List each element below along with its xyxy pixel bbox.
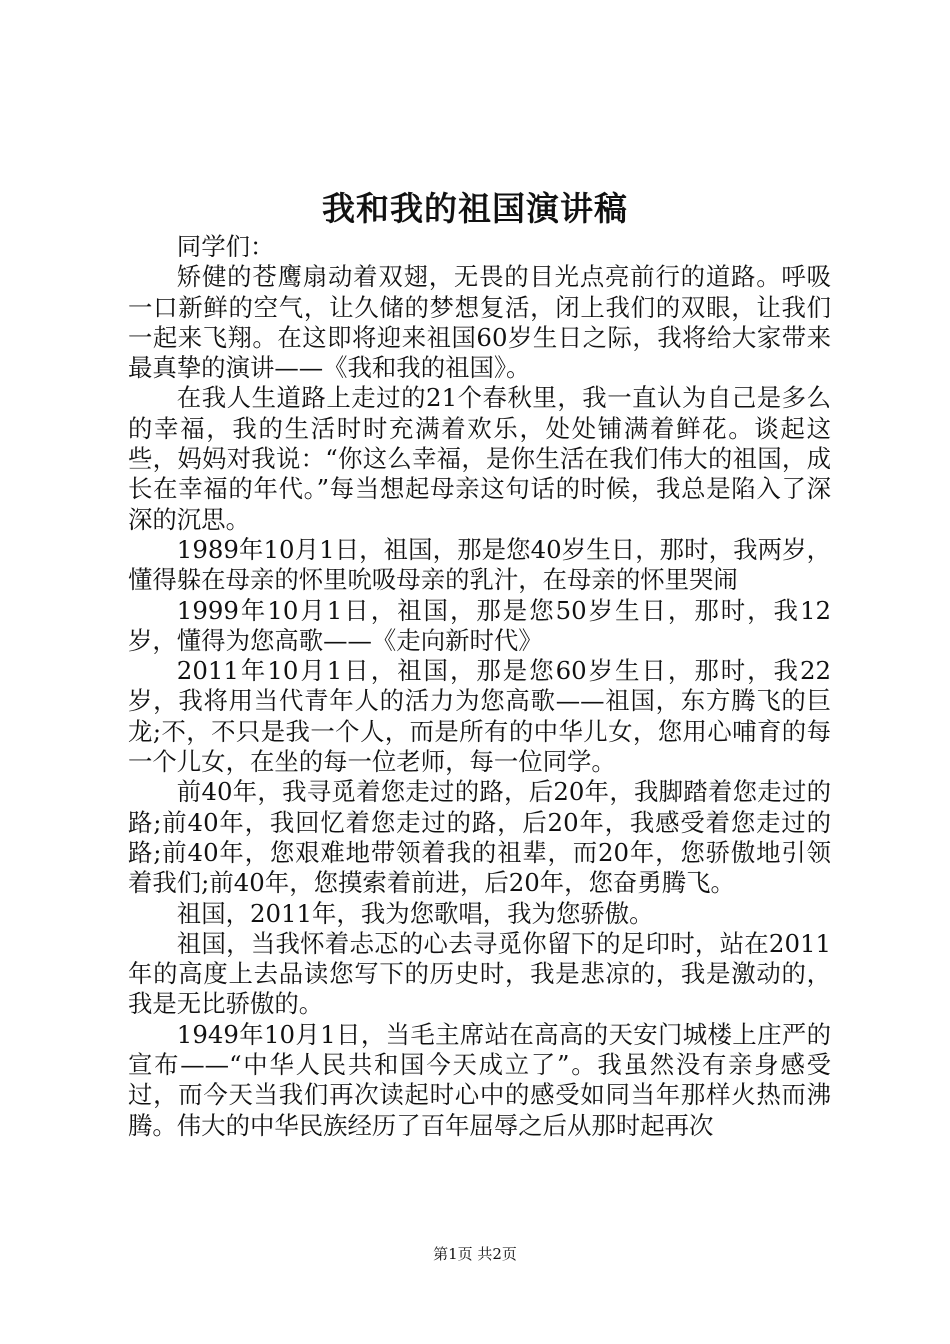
document-body <box>128 232 831 1141</box>
page-footer: 第1页 共2页 <box>433 1245 517 1263</box>
salutation: 同学们： <box>176 232 275 261</box>
paragraph: 前40年，我寻觅着您走过的路，后20年，我脚踏着您走过的路;前40年，我回忆着您走过的路，后20年，我感受着您走过的路;前40年，您艰难地带领着我的祖辈，而20年，您骄傲地引领着我们;前40年，您摸索着前进，后20年，您奋勇腾飞。 <box>128 777 831 898</box>
paragraph: 在我人生道路上走过的21个春秋里，我一直认为自己是多么的幸福，我的生活时时充满着欢乐，处处铺满着鲜花。谈起这些，妈妈对我说：“你这么幸福，是你生活在我们伟大的祖国，成长在幸福的年代。”每当想起母亲这句话的时候，我总是陷入了深深的沉思。 <box>128 383 831 534</box>
paragraph: 2011年10月1日，祖国，那是您60岁生日，那时，我22岁，我将用当代青年人的活力为您高歌——祖国，东方腾飞的巨龙;不，不只是我一个人，而是所有的中华儿女，您用心哺育的每一个儿女，在坐的每一位老师，每一位同学。 <box>128 656 831 777</box>
paragraph: 祖国，2011年，我为您歌唱，我为您骄傲。 <box>176 898 654 928</box>
paragraph: 1999年10月1日，祖国，那是您50岁生日，那时，我12岁，懂得为您高歌——《走向新时代》 <box>128 595 831 655</box>
paragraph: 矫健的苍鹰扇动着双翅，无畏的目光点亮前行的道路。呼吸一口新鲜的空气，让久储的梦想复活，闭上我们的双眼，让我们一起来飞翔。在这即将迎来祖国60岁生日之际，我将给大家带来最真挚的演讲——《我和我的祖国》。 <box>128 262 831 383</box>
document-title: 我和我的祖国演讲稿 <box>322 189 628 228</box>
paragraph: 1949年10月1日，当毛主席站在高高的天安门城楼上庄严的宣布——“中华人民共和国今天成立了”。我虽然没有亲身感受过，而今天当我们再次读起时心中的感受如同当年那样火热而沸腾。伟大的中华民族经历了百年屈辱之后从那时起再次 <box>128 1019 831 1140</box>
paragraph: 祖国，当我怀着忐忑的心去寻觅你留下的足印时，站在2011年的高度上去品读您写下的历史时，我是悲凉的，我是激动的，我是无比骄傲的。 <box>128 928 831 1019</box>
paragraph: 1989年10月1日，祖国，那是您40岁生日，那时，我两岁，懂得躲在母亲的怀里吮吸母亲的乳汁，在母亲的怀里哭闹 <box>128 534 831 595</box>
